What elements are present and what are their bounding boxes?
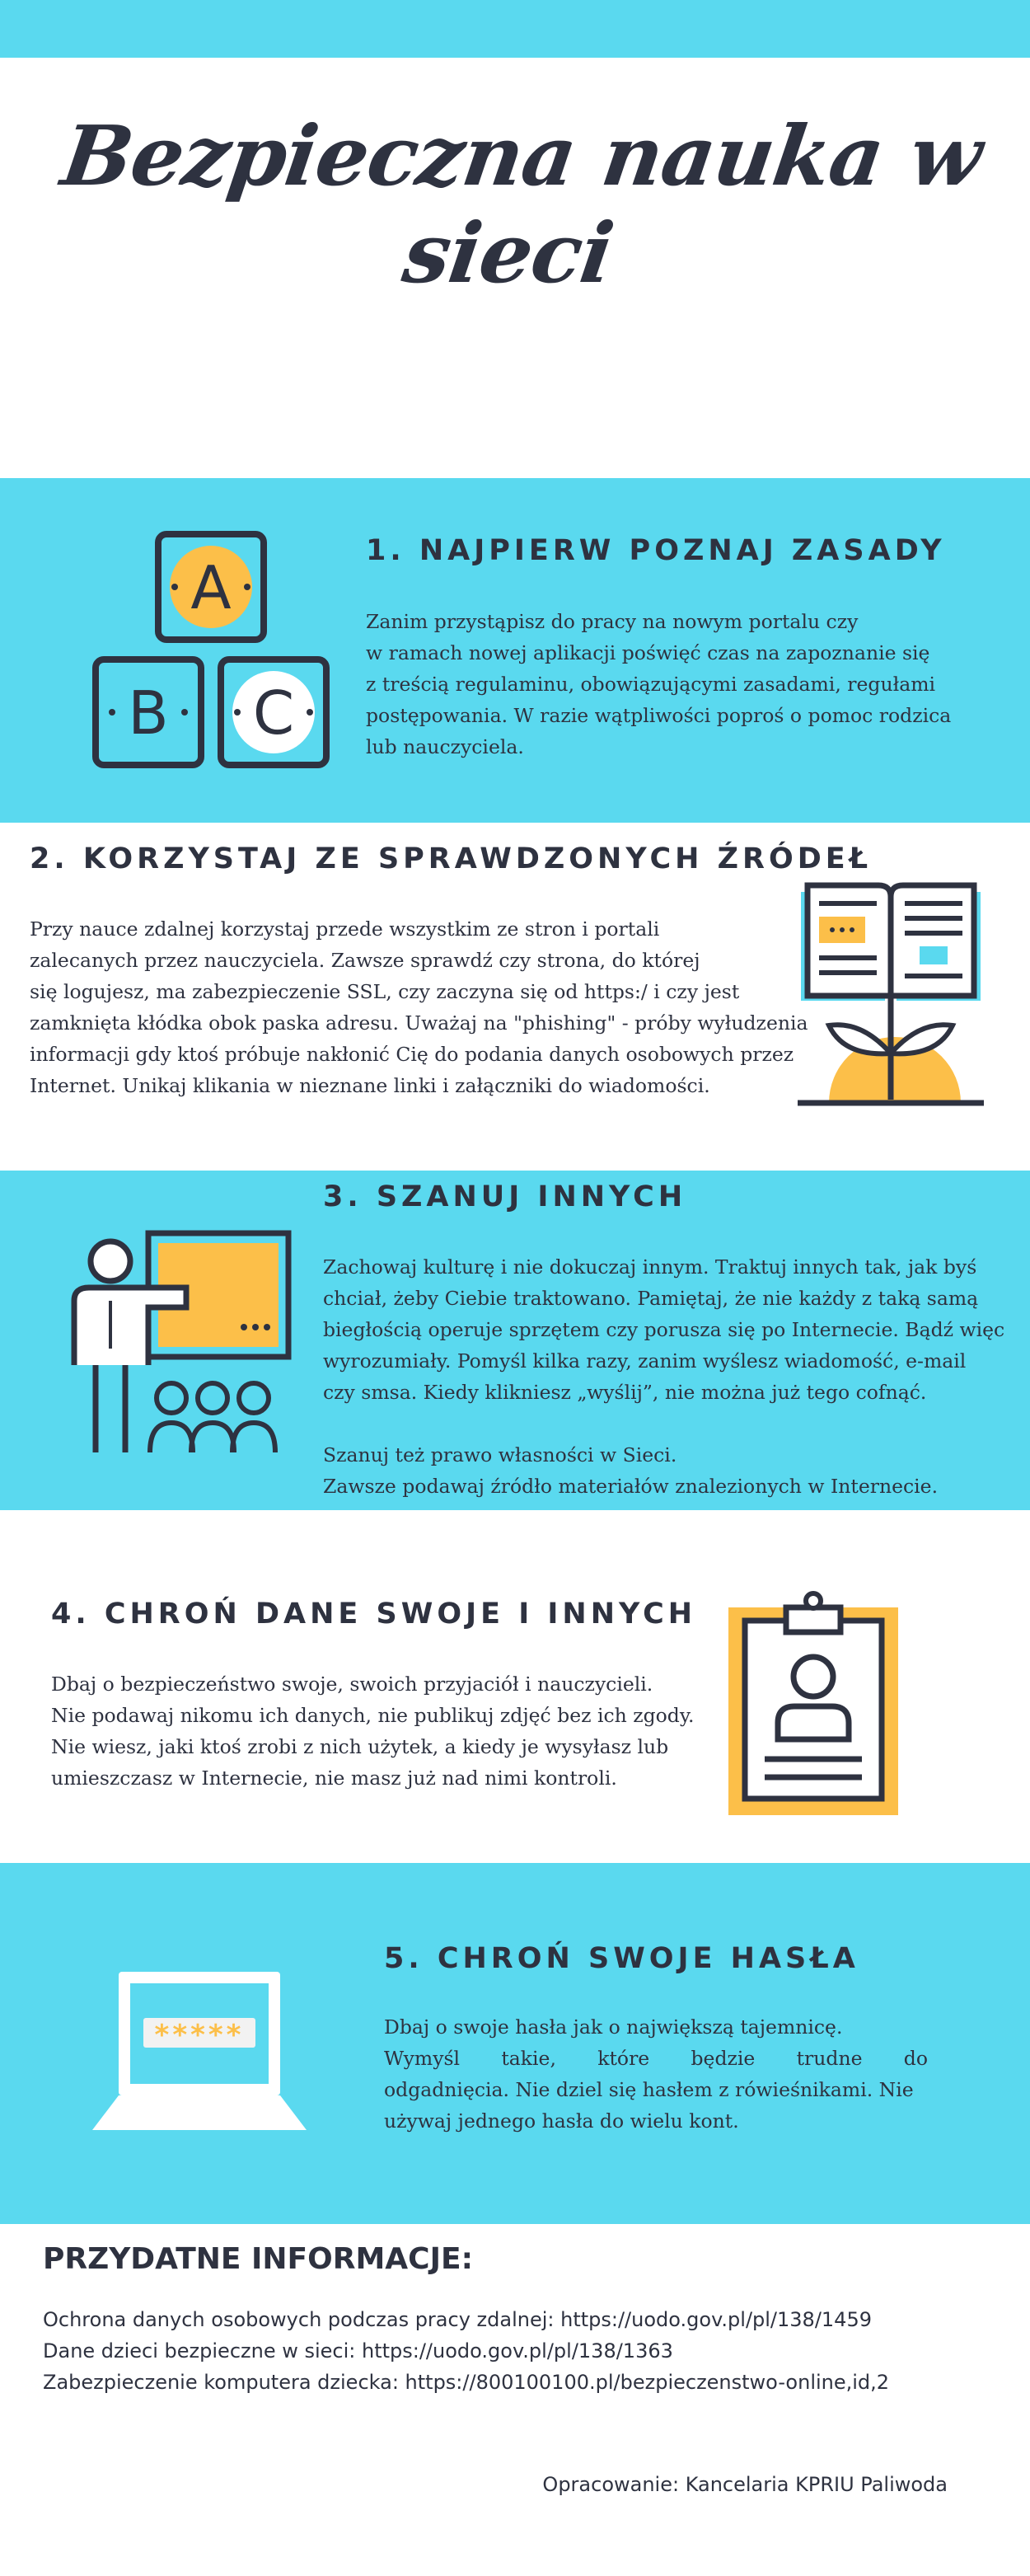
section-3-line: Zawsze podawaj źródło materiałów znalezionych w Internecie. [323,1475,939,1498]
section-1-heading: 1. NAJPIERW POZNAJ ZASADY [366,534,946,567]
svg-text:B: B [128,678,169,748]
section-4-line: Nie wiesz, jaki ktoś zrobi z nich użytek, a kiedy je wysyłasz lub [51,1735,669,1758]
section-3-text [323,1251,1007,1502]
section-2-line: Przy nauce zdalnej korzystaj przede wszystkim ze stron i portali [30,917,660,941]
section-5-line: używaj jednego hasła do wielu kont. [384,2109,739,2133]
info-link-1: Ochrona danych osobowych podczas pracy zdalnej: https://uodo.gov.pl/pl/138/1459 [43,2308,872,2331]
section-3-line: czy smsa. Kiedy klikniesz „wyślij”, nie można już tego cofnąć. [323,1381,927,1404]
password-mask: ***** [154,2019,245,2052]
section-4-line: umieszczasz w Internecie, nie masz już nad nimi kontroli. [51,1767,617,1790]
section-2-line: zalecanych przez nauczyciela. Zawsze sprawdź czy strona, do której [30,949,700,972]
top-bar [0,0,1030,58]
section-1-line: Zanim przystąpisz do pracy na nowym portalu czy [366,610,859,633]
section-4-line: Dbaj o bezpieczeństwo swoje, swoich przyjaciół i nauczycieli. [51,1673,653,1696]
section-5-heading: 5. CHROŃ SWOJE HASŁA [384,1942,859,1975]
section-2-line: zamknięta kłódka obok paska adresu. Uważaj na "phishing" - próby wyłudzenia [30,1011,808,1035]
section-3-line: biegłością operuje sprzętem czy porusza się po Internecie. Bądź więc [323,1318,1005,1341]
section-3-spacer [323,1408,1007,1439]
section-1-line: postępowania. W razie wątpliwości poproś o pomoc rodzica [366,704,952,727]
section-3-line: Zachowaj kulturę i nie dokuczaj innym. Traktuj innych tak, jak byś [323,1255,977,1279]
footer-credit: Opracowanie: Kancelaria KPRIU Paliwoda [542,2473,948,2496]
section-3-line: wyrozumiały. Pomyśl kilka razy, zanim wyślesz wiadomość, e-mail [323,1349,967,1372]
info-heading: PRZYDATNE INFORMACJE: [43,2242,473,2276]
section-4-heading: 4. CHROŃ DANE SWOJE I INNYCH [51,1598,697,1631]
page-title: Bezpieczna nauka w sieci [56,107,988,302]
section-5-line: Wymyśl takie, które będzie trudne do [384,2047,928,2070]
section-2-heading: 2. KORZYSTAJ ZE SPRAWDZONYCH ŹRÓDEŁ [30,842,873,875]
section-1-text [366,606,992,762]
section-1-line: z treścią regulaminu, obowiązującymi zasadami, regułami [366,673,936,696]
section-4-line: Nie podawaj nikomu ich danych, nie publikuj zdjęć bez ich zgody. [51,1704,695,1727]
section-5-text [384,2011,928,2137]
svg-text:A: A [190,553,232,622]
info-link-3: Zabezpieczenie komputera dziecka: https://800100100.pl/bezpieczenstwo-online,id,2 [43,2371,890,2394]
section-4-text [51,1668,714,1794]
book-plant-icon [796,880,986,1111]
section-3-line: Szanuj też prawo własności w Sieci. [323,1443,677,1466]
section-3-line: chciał, żeby Ciebie traktowano. Pamiętaj, że nie każdy z taką samą [323,1287,979,1310]
info-link-2: Dane dzieci bezpieczne w sieci: https://uodo.gov.pl/pl/138/1363 [43,2339,673,2363]
section-1-line: w ramach nowej aplikacji poświęć czas na zapoznanie się [366,641,930,664]
section-5-line: odgadnięcia. Nie dziel się hasłem z rówieśnikami. Nie [384,2078,914,2101]
section-3-heading: 3. SZANUJ INNYCH [323,1180,687,1213]
section-2-text [30,913,837,1101]
teacher-board-icon [63,1225,293,1456]
section-1-line: lub nauczyciela. [366,735,524,758]
abc-blocks-icon [89,528,336,775]
section-2-line: się logujesz, ma zabezpieczenie SSL, czy zaczyna się od https:/ i czy jest [30,980,740,1003]
clipboard-profile-icon [728,1591,898,1815]
svg-text:C: C [252,678,295,748]
section-2-line: informacji gdy ktoś próbuje nakłonić Cię do podania danych osobowych przez [30,1043,794,1066]
section-5-line: Dbaj o swoje hasła jak o największą tajemnicę. [384,2015,843,2039]
section-2-line: Internet. Unikaj klikania w nieznane linki i załączniki do wiadomości. [30,1074,710,1097]
laptop-password-icon [91,1968,308,2133]
